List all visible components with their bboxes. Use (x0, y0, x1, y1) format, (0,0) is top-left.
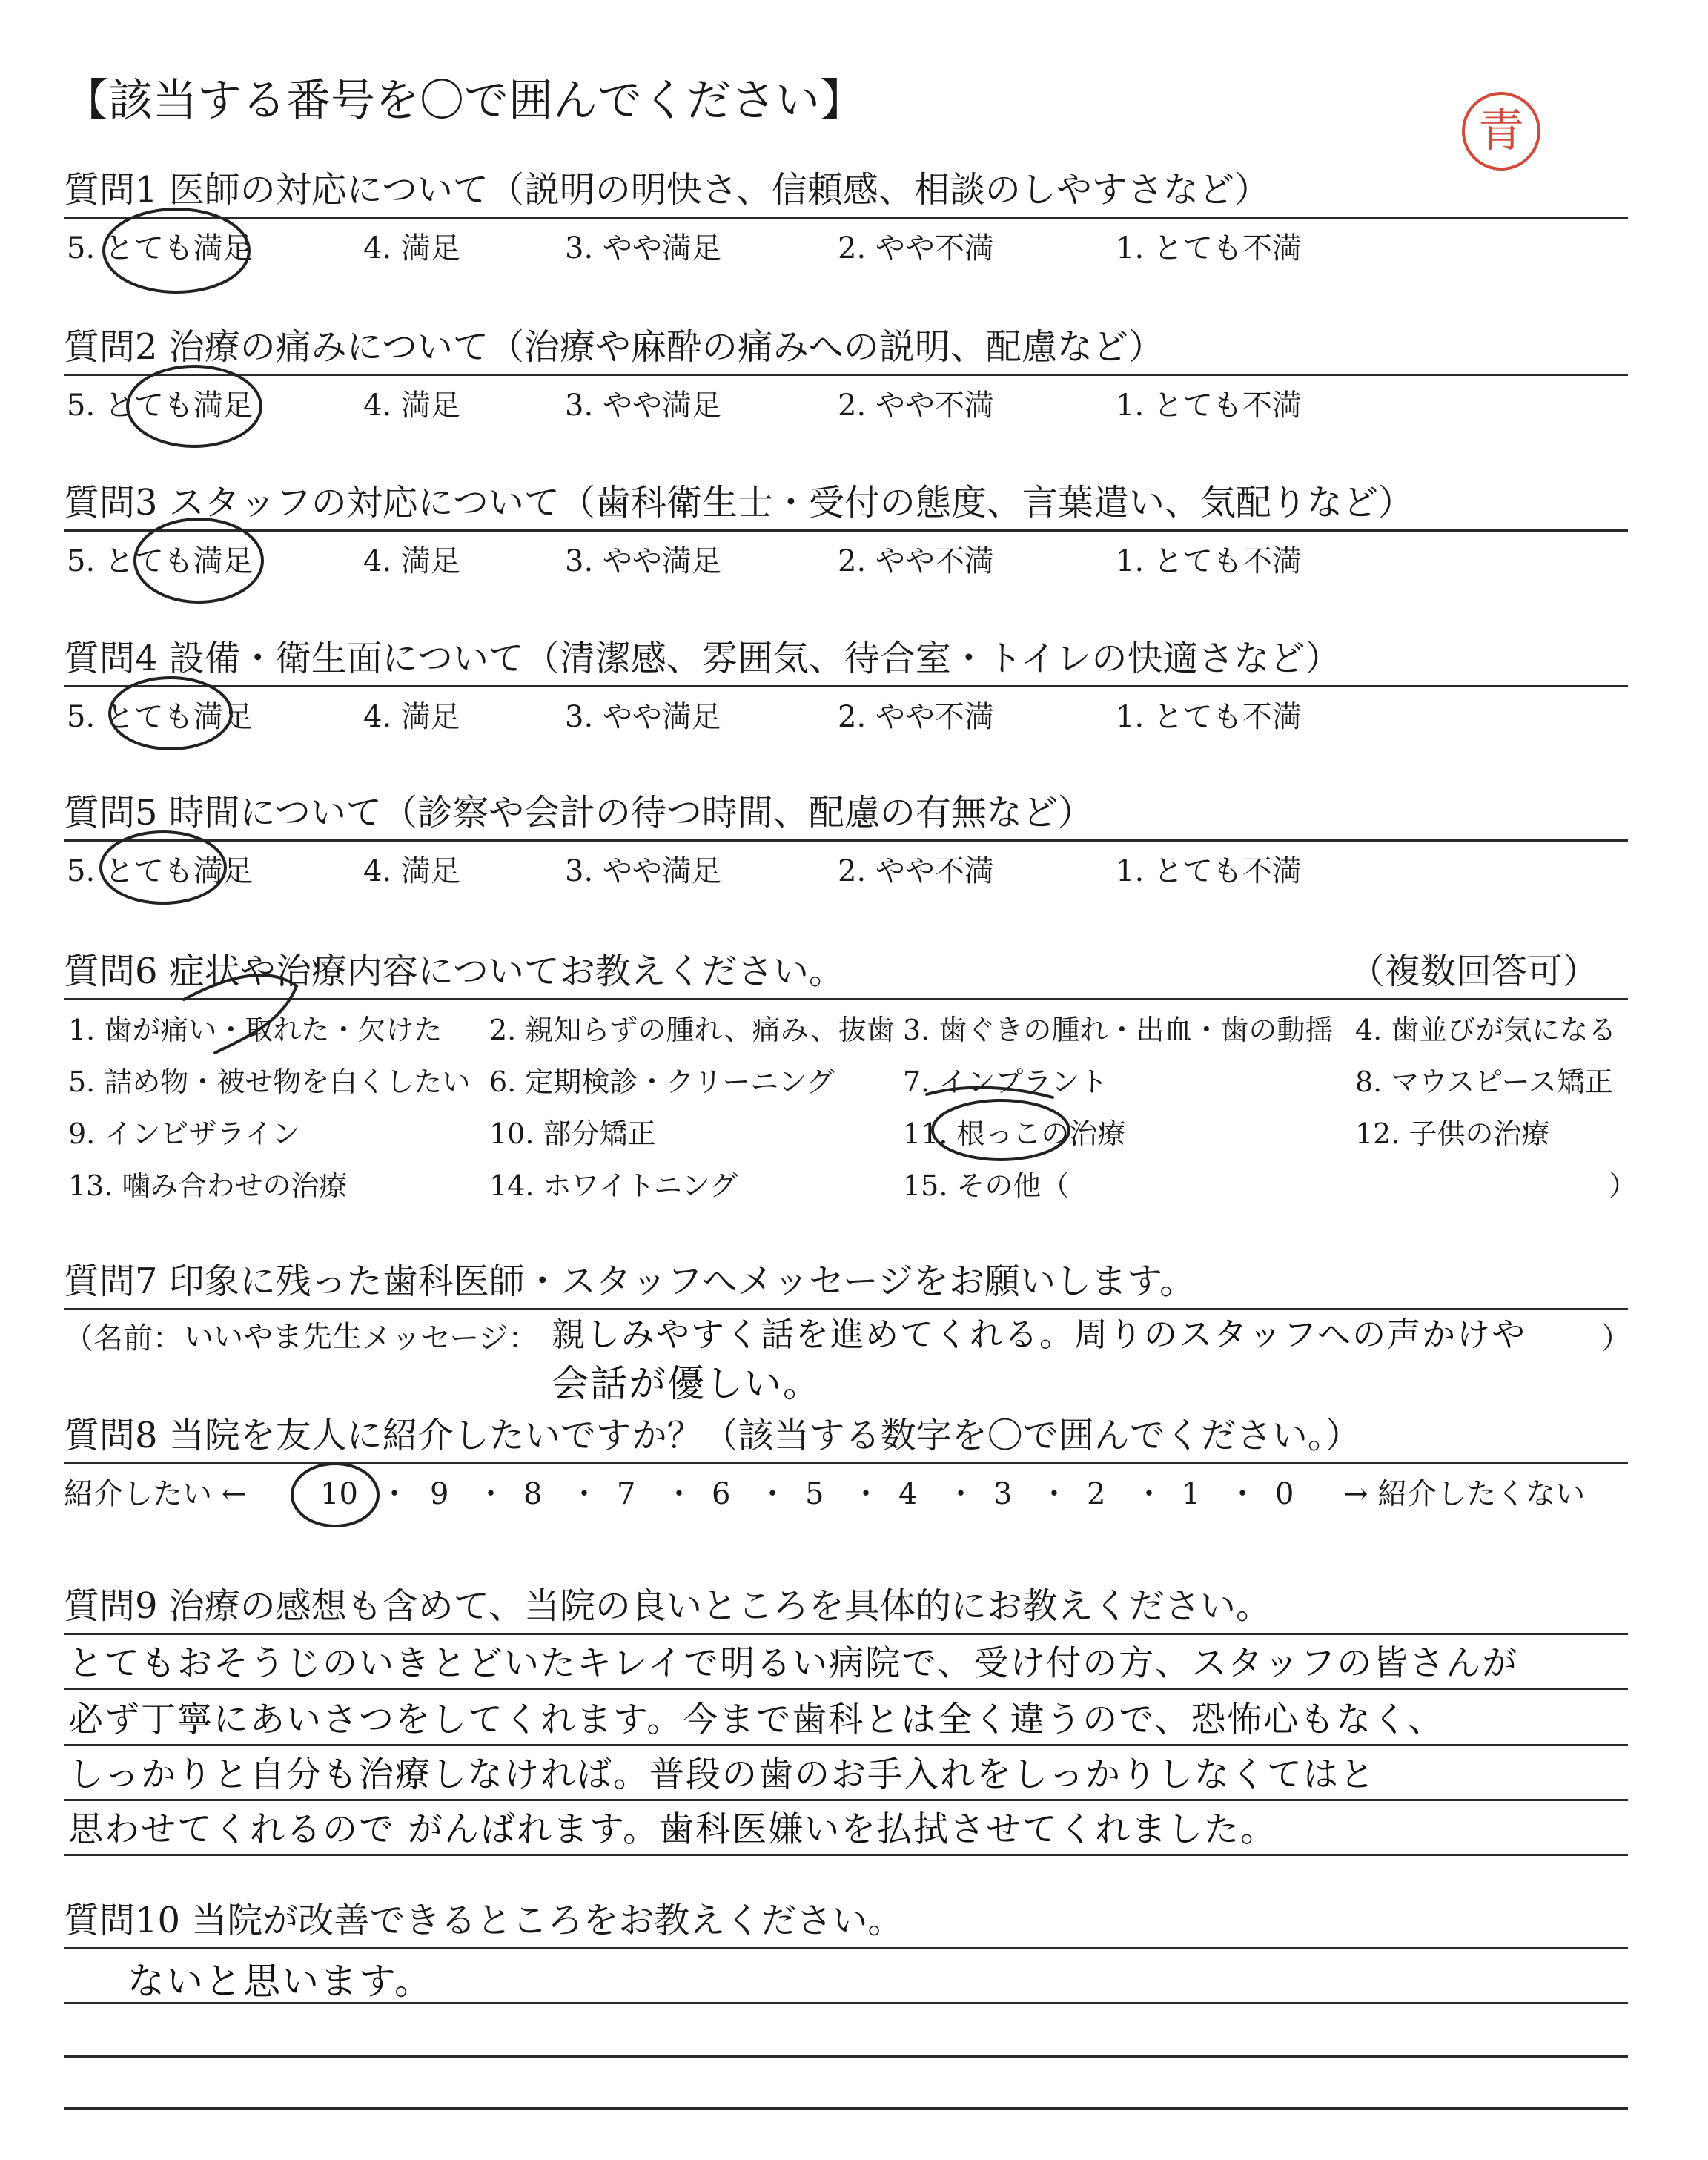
inspection-stamp: 青 (1462, 92, 1540, 171)
q1-rule (64, 217, 1628, 219)
q6-option-11[interactable]: 11. 根っこの治療 (903, 1117, 1126, 1150)
q5-option-5[interactable]: 5. とても満足 (67, 854, 253, 888)
q8-sep: ・ (569, 1477, 599, 1511)
q9-line-3[interactable]: しっかりと自分も治療しなければ。普段の歯のお手入れをしっかりしなくてはと (68, 1754, 1376, 1795)
q9-rule-1 (64, 1688, 1628, 1690)
q6-option-12[interactable]: 12. 子供の治療 (1355, 1117, 1550, 1150)
page-header: 【該当する番号を〇で囲んでください】 (64, 75, 864, 127)
q8-right-label: → 紹介したくない (1343, 1477, 1586, 1511)
q8-score-8[interactable]: 8 (523, 1477, 543, 1511)
q6-note: （複数回答可） (1349, 951, 1599, 992)
q6-option-3[interactable]: 3. 歯ぐきの腫れ・出血・歯の動揺 (903, 1014, 1334, 1046)
q2-option-1[interactable]: 1. とても不満 (1116, 389, 1302, 423)
q8-sep: ・ (946, 1477, 976, 1511)
q7-close: ） (1601, 1321, 1631, 1355)
q3-option-2[interactable]: 2. やや不満 (838, 544, 994, 578)
q6-option-10[interactable]: 10. 部分矯正 (489, 1117, 656, 1150)
q1-option-3[interactable]: 3. やや満足 (565, 231, 721, 265)
q3-option-1[interactable]: 1. とても不満 (1116, 544, 1302, 578)
q8-sep: ・ (851, 1477, 881, 1511)
q9-line-1[interactable]: とてもおそうじのいきとどいたキレイで明るい病院で、受け付の方、スタッフの皆さんが (68, 1643, 1519, 1684)
q10-rule-0 (64, 1947, 1628, 1949)
q6-option-4[interactable]: 4. 歯並びが気になる (1355, 1014, 1617, 1046)
q7-title: 質問7 印象に残った歯科医師・スタッフへメッセージをお願いします。 (64, 1261, 1196, 1302)
q3-rule (64, 529, 1628, 532)
q9-rule-2 (64, 1744, 1628, 1746)
q6-option-15[interactable]: 15. その他（ (903, 1169, 1070, 1202)
q5-rule (64, 839, 1628, 842)
q4-title: 質問4 設備・衛生面について（清潔感、雰囲気、待合室・トイレの快適さなど） (64, 638, 1341, 679)
q6-rule (64, 998, 1628, 1000)
q8-sep: ・ (1134, 1477, 1164, 1511)
q4-option-5[interactable]: 5. とても満足 (67, 700, 253, 734)
q1-title: 質問1 医師の対応について（説明の明快さ、信頼感、相談のしやすさなど） (64, 169, 1270, 211)
q6-option-6[interactable]: 6. 定期検診・クリーニング (489, 1066, 835, 1098)
q8-left-label: 紹介したい ← (64, 1477, 247, 1511)
q6-option-8[interactable]: 8. マウスピース矯正 (1355, 1066, 1613, 1098)
q9-rule-3 (64, 1799, 1628, 1801)
q6-option-5[interactable]: 5. 詰め物・被せ物を白くしたい (68, 1066, 471, 1098)
q8-score-9[interactable]: 9 (430, 1477, 449, 1511)
q8-sep: ・ (380, 1477, 409, 1511)
q5-option-2[interactable]: 2. やや不満 (838, 854, 994, 888)
q9-line-4[interactable]: 思わせてくれるので がんばれます。歯科医嫌いを払拭させてくれました。 (68, 1809, 1277, 1850)
q9-rule-0 (64, 1633, 1628, 1635)
q7-name-label: （名前： (64, 1321, 182, 1355)
q7-name-value[interactable]: いいやま先生 (184, 1320, 362, 1354)
q2-option-2[interactable]: 2. やや不満 (838, 389, 994, 423)
q7-rule (64, 1308, 1628, 1310)
q7-message-label: メッセージ： (362, 1321, 538, 1355)
q6-option-13[interactable]: 13. 噛み合わせの治療 (68, 1169, 348, 1202)
q4-option-2[interactable]: 2. やや不満 (838, 700, 994, 734)
q3-title: 質問3 スタッフの対応について（歯科衛生士・受付の態度、言葉遣い、気配りなど） (64, 482, 1414, 524)
q9-rule-4 (64, 1854, 1628, 1856)
q6-option-14[interactable]: 14. ホワイトニング (489, 1169, 738, 1202)
q8-sep: ・ (476, 1477, 506, 1511)
q9-title: 質問9 治療の感想も含めて、当院の良いところを具体的にお教えください。 (64, 1585, 1271, 1627)
q3-option-4[interactable]: 4. 満足 (363, 544, 460, 578)
q8-score-6[interactable]: 6 (712, 1477, 731, 1511)
q8-title: 質問8 当院を友人に紹介したいですか？（該当する数字を〇で囲んでください。） (64, 1415, 1361, 1456)
q8-score-4[interactable]: 4 (898, 1477, 918, 1511)
q3-option-3[interactable]: 3. やや満足 (565, 544, 721, 578)
q2-option-4[interactable]: 4. 満足 (363, 389, 460, 423)
q5-option-3[interactable]: 3. やや満足 (565, 854, 721, 888)
q8-score-5[interactable]: 5 (805, 1477, 824, 1511)
q9-line-2[interactable]: 必ず丁寧にあいさつをしてくれます。今まで歯科とは全く違うので、恐怖心もなく、 (68, 1700, 1445, 1740)
q6-option-7[interactable]: 7. インプラント (903, 1066, 1108, 1098)
q10-rule-1 (64, 2002, 1628, 2004)
q8-score-10[interactable]: 10 (320, 1477, 358, 1511)
q1-option-2[interactable]: 2. やや不満 (838, 231, 994, 265)
q4-option-4[interactable]: 4. 満足 (363, 700, 460, 734)
q1-option-1[interactable]: 1. とても不満 (1116, 231, 1302, 265)
q1-option-4[interactable]: 4. 満足 (363, 231, 460, 265)
q8-score-3[interactable]: 3 (993, 1477, 1013, 1511)
q8-sep: ・ (758, 1477, 787, 1511)
q6-title: 質問6 症状や治療内容についてお教えください。 (64, 951, 844, 992)
q6-option-2[interactable]: 2. 親知らずの腫れ、痛み、抜歯 (489, 1014, 895, 1046)
q4-option-1[interactable]: 1. とても不満 (1116, 700, 1302, 734)
q7-message-line-2[interactable]: 会話が優しい。 (552, 1362, 821, 1405)
q8-sep: ・ (664, 1477, 694, 1511)
q2-title: 質問2 治療の痛みについて（治療や麻酔の痛みへの説明、配慮など） (64, 326, 1164, 368)
q6-other-close: ） (1609, 1169, 1638, 1202)
q2-option-3[interactable]: 3. やや満足 (565, 389, 721, 423)
q4-option-3[interactable]: 3. やや満足 (565, 700, 721, 734)
q10-rule-3 (64, 2107, 1628, 2110)
q8-score-1[interactable]: 1 (1182, 1477, 1201, 1511)
q8-score-7[interactable]: 7 (617, 1477, 636, 1511)
q4-rule (64, 685, 1628, 687)
q5-option-1[interactable]: 1. とても不満 (1116, 854, 1302, 888)
q10-rule-2 (64, 2055, 1628, 2058)
q6-option-1[interactable]: 1. 歯が痛い・取れた・欠けた (68, 1014, 443, 1046)
q8-rule (64, 1462, 1628, 1464)
q8-sep: ・ (1039, 1477, 1069, 1511)
q5-option-4[interactable]: 4. 満足 (363, 854, 460, 888)
q8-sep: ・ (1228, 1477, 1257, 1511)
q6-option-9[interactable]: 9. インビザライン (68, 1117, 301, 1150)
q1-option-5[interactable]: 5. とても満足 (67, 231, 253, 265)
q8-score-0[interactable]: 0 (1275, 1477, 1294, 1511)
q2-option-5[interactable]: 5. とても満足 (67, 389, 253, 423)
q3-option-5[interactable]: 5. とても満足 (67, 544, 253, 578)
q8-score-2[interactable]: 2 (1087, 1477, 1106, 1511)
q10-title: 質問10 当院が改善できるところをお教えください。 (64, 1900, 904, 1941)
q5-title: 質問5 時間について（診察や会計の待つ時間、配慮の有無など） (64, 792, 1093, 833)
q2-rule (64, 374, 1628, 376)
q7-message-line-1[interactable]: 親しみやすく話を進めてくれる。周りのスタッフへの声かけや (552, 1315, 1527, 1354)
q10-line-1[interactable]: ないと思います。 (128, 1960, 433, 2003)
